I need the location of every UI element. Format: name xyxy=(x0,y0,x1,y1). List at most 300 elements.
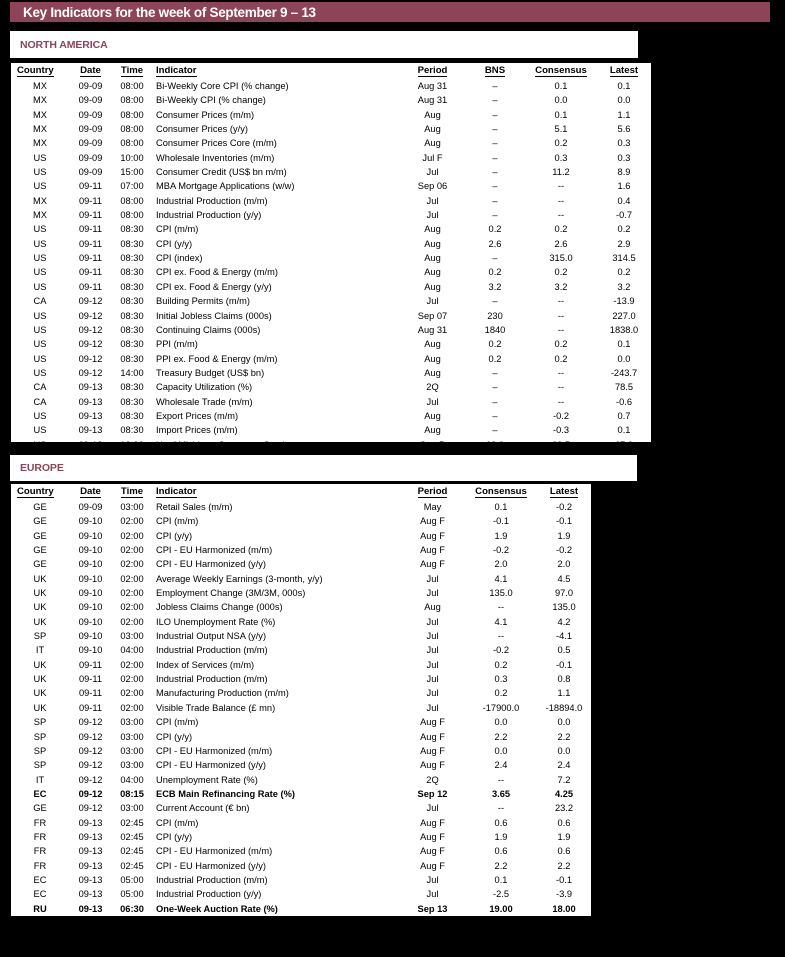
table-row xyxy=(11,237,651,251)
table-row xyxy=(11,600,591,614)
cell-date: 09-11 xyxy=(78,253,103,264)
cell-bns: 1840 xyxy=(484,324,506,335)
cell-bns: – xyxy=(492,181,498,192)
column-header-consensus: Consensus xyxy=(475,486,527,497)
cell-latest: -0.2 xyxy=(555,545,573,556)
cell-latest: 0.0 xyxy=(617,95,631,106)
cell-indicator: Industrial Output NSA (y/y) xyxy=(156,631,267,642)
table-row xyxy=(11,222,651,236)
cell-date: 09-13 xyxy=(78,860,103,871)
cell-country: SP xyxy=(33,717,47,728)
cell-period: Jul xyxy=(426,702,439,713)
table-row xyxy=(11,380,651,394)
cell-date: 09-13 xyxy=(78,439,103,450)
cell-country: RU xyxy=(33,903,47,914)
cell-consensus: -0.2 xyxy=(552,410,570,421)
cell-consensus: 0.2 xyxy=(554,339,568,350)
cell-consensus: 2.0 xyxy=(494,559,508,570)
cell-indicator: Import Prices (m/m) xyxy=(156,425,238,436)
cell-country: UK xyxy=(33,674,47,685)
cell-consensus: -- xyxy=(557,195,565,206)
table-row xyxy=(11,816,591,830)
north-america-table-body xyxy=(11,79,651,452)
cell-latest: 0.2 xyxy=(617,224,631,235)
cell-time: 08:00 xyxy=(120,81,144,91)
cell-consensus: 4.00 xyxy=(491,917,511,928)
cell-consensus: -- xyxy=(557,324,565,335)
table-row xyxy=(11,151,651,165)
cell-date: 09-09 xyxy=(78,138,103,149)
cell-period: 2Q xyxy=(426,382,439,393)
cell-date: 09-11 xyxy=(78,195,103,206)
cell-country: MX xyxy=(33,81,47,91)
cell-period: Jul xyxy=(426,674,439,685)
cell-country: GE xyxy=(33,530,47,541)
cell-period: Aug xyxy=(424,224,441,235)
cell-consensus: -- xyxy=(497,774,505,785)
cell-indicator: Consumer Credit (US$ bn m/m) xyxy=(156,167,287,178)
cell-period: Jul xyxy=(426,645,439,656)
cell-bns: – xyxy=(492,210,498,221)
cell-date: 09-11 xyxy=(78,659,103,670)
cell-bns: – xyxy=(492,253,498,264)
cell-country: US xyxy=(33,353,47,364)
table-row xyxy=(11,409,651,423)
cell-time: 08:30 xyxy=(120,310,144,321)
cell-time: 05:00 xyxy=(120,874,144,885)
cell-bns: – xyxy=(492,138,498,149)
table-row xyxy=(11,859,591,873)
cell-latest: 0.0 xyxy=(617,353,631,364)
cell-time: 08:00 xyxy=(120,95,144,106)
cell-time: 08:00 xyxy=(120,138,144,149)
cell-time: 08:30 xyxy=(120,339,144,350)
cell-indicator: Current Account (€ bn) xyxy=(156,803,250,814)
cell-bns: – xyxy=(492,81,498,91)
column-header-time: Time xyxy=(120,486,144,497)
cell-country: GE xyxy=(33,516,47,527)
cell-time: 02:00 xyxy=(120,602,144,613)
cell-consensus: 0.1 xyxy=(494,874,508,885)
cell-date: 09-11 xyxy=(78,210,103,221)
north-america-table-panel xyxy=(10,62,652,450)
table-row xyxy=(11,830,591,844)
table-row xyxy=(11,514,591,528)
cell-country: GE xyxy=(33,559,47,570)
cell-consensus: 0.6 xyxy=(494,846,508,857)
cell-indicator: Visible Trade Balance (£ mn) xyxy=(156,702,276,713)
cell-indicator: Export Prices (m/m) xyxy=(156,410,239,421)
table-row xyxy=(11,658,591,672)
cell-indicator: ILO Unemployment Rate (%) xyxy=(156,616,276,627)
cell-indicator: CPI (m/m) xyxy=(156,516,199,527)
cell-date: 09-10 xyxy=(78,545,103,556)
cell-country: SP xyxy=(33,631,47,642)
cell-country: MX xyxy=(33,109,47,120)
cell-country: GE xyxy=(33,545,47,556)
cell-consensus: 19.00 xyxy=(489,903,513,914)
cell-date: 09-12 xyxy=(78,353,103,364)
cell-latest: 227.0 xyxy=(612,310,636,321)
cell-latest: 0.7 xyxy=(617,410,631,421)
cell-date: 09-10 xyxy=(78,645,103,656)
cell-time: 08:30 xyxy=(120,382,144,393)
document-title-bar xyxy=(10,2,770,22)
cell-country: US xyxy=(33,238,47,249)
cell-date: 09-11 xyxy=(78,238,103,249)
cell-country: SP xyxy=(33,745,47,756)
cell-date: 09-10 xyxy=(78,602,103,613)
column-header-country: Country xyxy=(17,486,54,497)
cell-indicator: Employment Change (3M/3M, 000s) xyxy=(156,588,306,599)
cell-indicator: Bi-Weekly Core CPI (% change) xyxy=(156,81,289,91)
column-header-period: Period xyxy=(417,65,448,76)
cell-date: 09-10 xyxy=(78,616,103,627)
cell-country: MX xyxy=(33,138,47,149)
cell-period: Aug F xyxy=(420,516,445,527)
cell-latest: 67.9 xyxy=(614,439,634,450)
cell-country: MX xyxy=(33,195,47,206)
cell-country: IT xyxy=(35,774,45,785)
cell-bns: – xyxy=(492,109,498,120)
cell-country: US xyxy=(33,339,47,350)
table-header-row xyxy=(11,484,591,500)
cell-country: UK xyxy=(33,573,47,584)
cell-indicator: Manufacturing Production (m/m) xyxy=(156,688,289,699)
cell-indicator: Industrial Production (m/m) xyxy=(156,874,268,885)
cell-time: 08:30 xyxy=(120,224,144,235)
cell-consensus: -17900.0 xyxy=(482,702,520,713)
table-row xyxy=(11,902,591,916)
cell-latest: 7.2 xyxy=(557,774,571,785)
cell-period: Jul xyxy=(426,659,439,670)
cell-country: US xyxy=(33,167,47,178)
cell-latest: 0.6 xyxy=(557,846,571,857)
cell-country: RU xyxy=(33,917,47,928)
cell-period: Sep P xyxy=(419,439,446,450)
cell-indicator: CPI (y/y) xyxy=(156,530,193,541)
cell-indicator: Real GDP (y/y) xyxy=(156,917,219,928)
cell-country: FR xyxy=(33,846,47,857)
cell-period: Aug 31 xyxy=(417,81,448,91)
cell-period: Aug xyxy=(424,267,441,278)
cell-country: UK xyxy=(33,659,47,670)
cell-latest: -0.1 xyxy=(555,659,573,670)
cell-country: FR xyxy=(33,831,47,842)
section-heading-label: NORTH AMERICA xyxy=(20,38,108,51)
cell-indicator: One-Week Auction Rate (%) xyxy=(156,903,278,914)
cell-indicator: Industrial Production (m/m) xyxy=(156,674,268,685)
cell-date: 09-09 xyxy=(78,502,103,512)
cell-period: Jul xyxy=(426,167,439,178)
cell-bns: – xyxy=(492,296,498,307)
cell-indicator: Treasury Budget (US$ bn) xyxy=(156,367,265,378)
cell-consensus: 68.5 xyxy=(551,439,571,450)
cell-consensus: -- xyxy=(557,367,565,378)
cell-time: 02:00 xyxy=(120,516,144,527)
column-header-indicator: Indicator xyxy=(156,65,197,76)
cell-indicator: CPI - EU Harmonized (m/m) xyxy=(156,846,273,857)
cell-indicator: CPI - EU Harmonized (y/y) xyxy=(156,760,267,771)
cell-latest: 8.9 xyxy=(617,167,631,178)
cell-time: 03:00 xyxy=(120,502,144,512)
cell-indicator: PPI (m/m) xyxy=(156,339,198,350)
cell-latest: 0.0 xyxy=(557,717,571,728)
cell-indicator: CPI - EU Harmonized (m/m) xyxy=(156,545,273,556)
cell-consensus: -- xyxy=(557,310,565,321)
cell-time: 08:30 xyxy=(120,281,144,292)
cell-period: Jul xyxy=(426,688,439,699)
cell-consensus: 0.2 xyxy=(494,659,508,670)
cell-country: EC xyxy=(33,889,47,900)
cell-period: Aug F xyxy=(420,717,445,728)
cell-time: 02:45 xyxy=(120,831,144,842)
cell-bns: 0.2 xyxy=(488,267,502,278)
cell-consensus: -- xyxy=(557,210,565,221)
cell-indicator: CPI - EU Harmonized (y/y) xyxy=(156,559,267,570)
cell-date: 09-13 xyxy=(78,889,103,900)
cell-country: MX xyxy=(33,210,47,221)
cell-period: Jul xyxy=(426,631,439,642)
cell-date: 09-13 xyxy=(78,917,103,928)
cell-time: 08:00 xyxy=(120,195,144,206)
cell-consensus: 0.0 xyxy=(554,95,568,106)
cell-period: Jul F xyxy=(422,152,443,163)
cell-consensus: 0.0 xyxy=(494,717,508,728)
cell-time: 04:00 xyxy=(120,645,144,656)
cell-country: US xyxy=(33,253,47,264)
table-row xyxy=(11,179,651,193)
cell-latest: 1.1 xyxy=(617,109,631,120)
cell-consensus: 0.2 xyxy=(554,224,568,235)
table-row xyxy=(11,337,651,351)
cell-time: 08:00 xyxy=(120,210,144,221)
cell-consensus: -0.2 xyxy=(492,645,510,656)
cell-bns: – xyxy=(492,396,498,407)
cell-period: Aug xyxy=(424,138,441,149)
table-row xyxy=(11,672,591,686)
table-row xyxy=(11,801,591,815)
cell-period: Aug xyxy=(424,339,441,350)
cell-country: CA xyxy=(33,296,47,307)
column-header-date: Date xyxy=(80,65,101,76)
cell-latest: -13.9 xyxy=(613,296,635,307)
cell-indicator: Wholesale Trade (m/m) xyxy=(156,396,253,407)
cell-bns: – xyxy=(492,152,498,163)
cell-bns: 0.2 xyxy=(488,339,502,350)
cell-period: Jul xyxy=(426,588,439,599)
cell-indicator: U. of Michigan Consumer Sentiment xyxy=(156,439,306,450)
table-row xyxy=(11,165,651,179)
cell-country: US xyxy=(33,367,47,378)
cell-time: 08:30 xyxy=(120,296,144,307)
cell-time: 05:00 xyxy=(120,889,144,900)
cell-indicator: CPI (y/y) xyxy=(156,831,193,842)
cell-period: Aug F xyxy=(420,860,445,871)
cell-time: 03:00 xyxy=(120,803,144,814)
table-row xyxy=(11,686,591,700)
cell-period: Sep 13 xyxy=(417,903,448,914)
cell-consensus: -0.2 xyxy=(492,545,510,556)
table-row xyxy=(11,643,591,657)
cell-latest: 0.1 xyxy=(617,339,631,350)
cell-date: 09-13 xyxy=(78,903,103,914)
cell-consensus: 1.9 xyxy=(494,530,508,541)
cell-country: US xyxy=(33,310,47,321)
cell-country: US xyxy=(33,410,47,421)
cell-date: 09-12 xyxy=(78,774,103,785)
cell-indicator: CPI ex. Food & Energy (m/m) xyxy=(156,267,278,278)
cell-bns: 230 xyxy=(487,310,503,321)
table-header-row xyxy=(11,63,651,79)
cell-indicator: Retail Sales (m/m) xyxy=(156,502,233,512)
cell-consensus: -0.1 xyxy=(492,516,510,527)
cell-time: 08:00 xyxy=(120,124,144,135)
cell-date: 09-13 xyxy=(78,831,103,842)
cell-indicator: Continuing Claims (000s) xyxy=(156,324,261,335)
cell-time: 02:00 xyxy=(120,616,144,627)
cell-time: 02:00 xyxy=(120,702,144,713)
cell-period: Aug xyxy=(424,410,441,421)
table-row xyxy=(11,395,651,409)
cell-consensus: -- xyxy=(557,181,565,192)
column-header-period: Period xyxy=(417,486,448,497)
cell-latest: 0.2 xyxy=(617,267,631,278)
cell-bns: – xyxy=(492,167,498,178)
table-row xyxy=(11,557,591,571)
cell-date: 09-13 xyxy=(78,846,103,857)
cell-consensus: -- xyxy=(557,382,565,393)
cell-period: Sep 12 xyxy=(417,788,448,799)
table-row xyxy=(11,265,651,279)
cell-indicator: Industrial Production (m/m) xyxy=(156,195,268,206)
cell-consensus: 0.2 xyxy=(554,138,568,149)
cell-time: 02:45 xyxy=(120,817,144,828)
cell-period: Aug xyxy=(424,124,441,135)
cell-date: 09-11 xyxy=(78,702,103,713)
cell-indicator: Bi-Weekly CPI (% change) xyxy=(156,95,266,106)
cell-period: Aug F xyxy=(420,846,445,857)
cell-country: SP xyxy=(33,760,47,771)
cell-country: UK xyxy=(33,602,47,613)
cell-period: Aug xyxy=(424,425,441,436)
cell-period: Aug 31 xyxy=(417,324,448,335)
cell-date: 09-13 xyxy=(78,425,103,436)
cell-bns: 0.2 xyxy=(488,224,502,235)
column-header-time: Time xyxy=(120,65,144,76)
cell-country: MX xyxy=(33,95,47,106)
table-row xyxy=(11,572,591,586)
cell-time: 08:30 xyxy=(120,353,144,364)
cell-country: CA xyxy=(33,382,47,393)
cell-period: Aug xyxy=(424,253,441,264)
cell-period: Jul xyxy=(426,396,439,407)
cell-time: 02:00 xyxy=(120,530,144,541)
cell-country: SP xyxy=(33,731,47,742)
table-row xyxy=(11,251,651,265)
cell-latest: -0.7 xyxy=(615,210,633,221)
cell-indicator: CPI ex. Food & Energy (y/y) xyxy=(156,281,272,292)
cell-consensus: 3.2 xyxy=(554,281,568,292)
table-row xyxy=(11,194,651,208)
cell-date: 09-13 xyxy=(78,382,103,393)
cell-indicator: Index of Services (m/m) xyxy=(156,659,255,670)
cell-date: 09-11 xyxy=(78,267,103,278)
table-row xyxy=(11,136,651,150)
cell-time: 02:45 xyxy=(120,860,144,871)
cell-country: US xyxy=(33,267,47,278)
cell-date: 09-11 xyxy=(78,674,103,685)
cell-indicator: CPI - EU Harmonized (y/y) xyxy=(156,860,267,871)
cell-consensus: 0.2 xyxy=(554,353,568,364)
cell-time: 02:00 xyxy=(120,559,144,570)
cell-country: UK xyxy=(33,702,47,713)
cell-consensus: -- xyxy=(557,396,565,407)
cell-time: 02:00 xyxy=(120,659,144,670)
table-row xyxy=(11,500,591,514)
cell-date: 09-10 xyxy=(78,530,103,541)
cell-latest: 4.2 xyxy=(557,616,571,627)
cell-latest: 135.0 xyxy=(552,602,576,613)
cell-indicator: Capacity Utilization (%) xyxy=(156,382,253,393)
cell-latest: -0.2 xyxy=(555,502,573,512)
cell-time: 02:00 xyxy=(120,688,144,699)
cell-country: UK xyxy=(33,688,47,699)
cell-country: GE xyxy=(33,803,47,814)
table-row xyxy=(11,730,591,744)
cell-consensus: 0.1 xyxy=(554,81,568,91)
cell-indicator: PPI ex. Food & Energy (m/m) xyxy=(156,353,278,364)
cell-date: 09-12 xyxy=(78,717,103,728)
cell-latest: -18894.0 xyxy=(545,702,583,713)
cell-time: 03:00 xyxy=(120,631,144,642)
cell-country: IT xyxy=(35,645,45,656)
table-row xyxy=(11,787,591,801)
cell-bns: – xyxy=(492,382,498,393)
cell-country: EC xyxy=(33,874,47,885)
cell-date: 09-12 xyxy=(78,296,103,307)
table-row xyxy=(11,323,651,337)
cell-country: US xyxy=(33,439,47,450)
cell-time: 10:00 xyxy=(120,152,144,163)
cell-date: 09-09 xyxy=(78,109,103,120)
cell-time: 03:00 xyxy=(120,745,144,756)
cell-date: 09-10 xyxy=(78,573,103,584)
cell-date: 09-10 xyxy=(78,631,103,642)
cell-period: Aug F xyxy=(420,760,445,771)
cell-consensus: 0.2 xyxy=(494,688,508,699)
cell-period: Jul xyxy=(426,874,439,885)
cell-period: 2Q xyxy=(426,774,439,785)
cell-period: 2Q P xyxy=(421,917,444,928)
table-row xyxy=(11,352,651,366)
cell-indicator: Industrial Production (m/m) xyxy=(156,645,268,656)
cell-indicator: CPI (index) xyxy=(156,253,203,264)
cell-date: 09-12 xyxy=(78,803,103,814)
cell-latest: -243.7 xyxy=(610,367,638,378)
table-row xyxy=(11,423,651,437)
cell-time: 02:45 xyxy=(120,846,144,857)
column-header-consensus: Consensus xyxy=(535,65,587,76)
cell-country: FR xyxy=(33,860,47,871)
cell-consensus: 315.0 xyxy=(549,253,573,264)
cell-country: UK xyxy=(33,588,47,599)
cell-bns: – xyxy=(492,124,498,135)
section-heading-label: EUROPE xyxy=(20,462,64,474)
cell-consensus: 2.2 xyxy=(494,860,508,871)
cell-latest: 0.3 xyxy=(617,138,631,149)
cell-indicator: Jobless Claims Change (000s) xyxy=(156,602,283,613)
